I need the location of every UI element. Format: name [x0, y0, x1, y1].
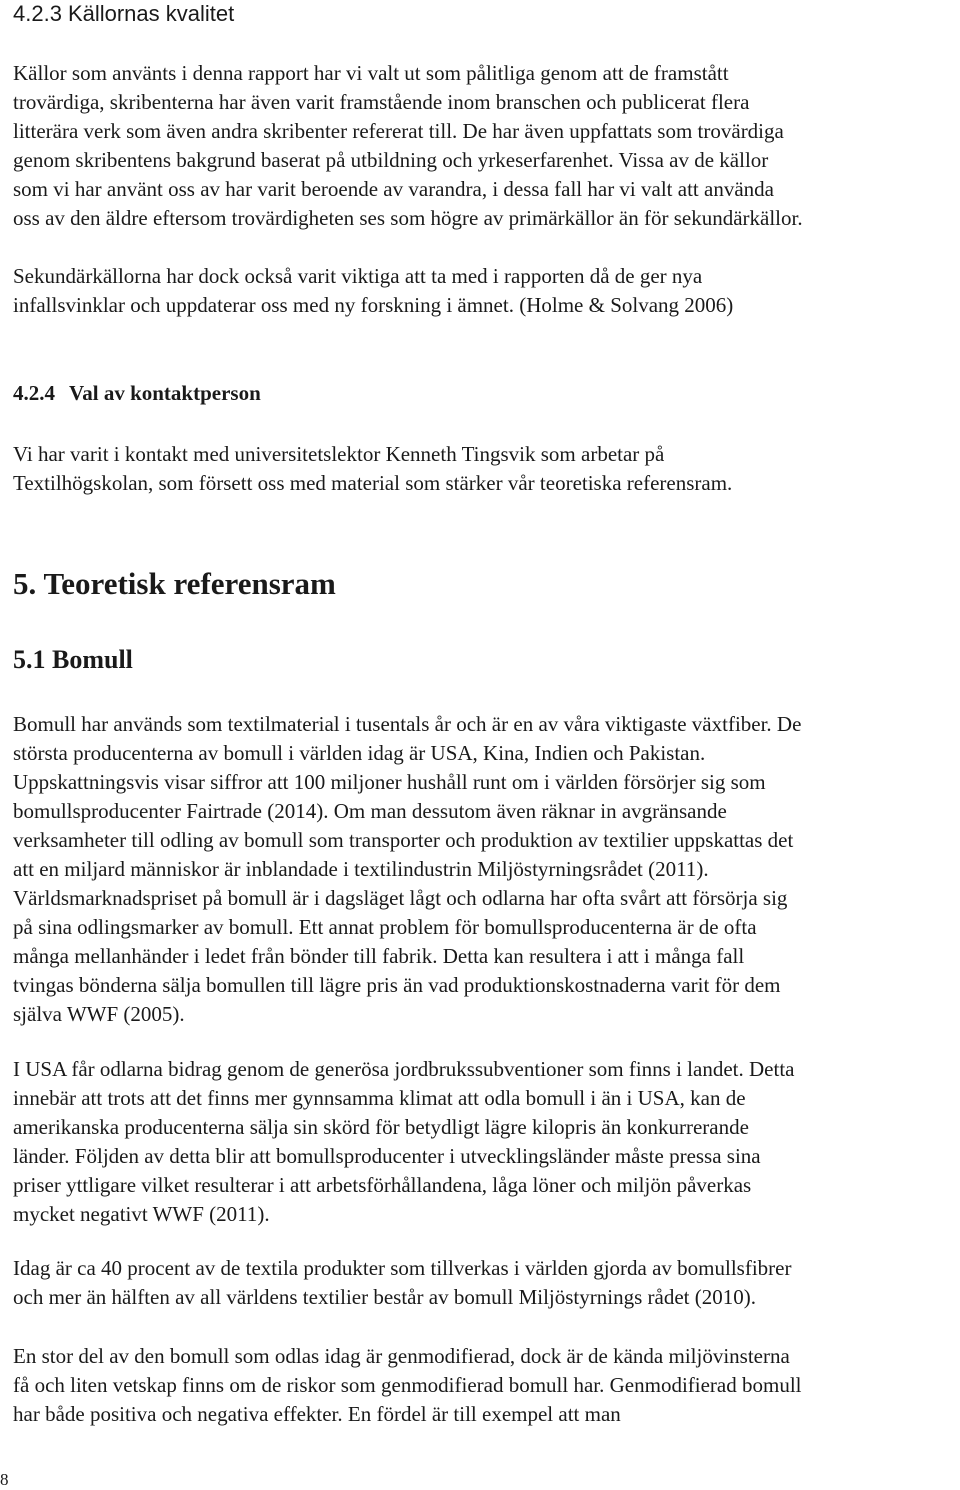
paragraph: Sekundärkällorna har dock också varit viktiga att ta med i rapporten då de ger nya infallsvinklar och uppdaterar oss med ny forskning i ämnet. (Holme & Solvang 2006)	[13, 264, 734, 317]
section-number: 4.2.3	[13, 1, 62, 26]
paragraph: I USA får odlarna bidrag genom de generösa jordbrukssubventioner som finns i landet. Detta innebär att trots att det finns mer gynnsamma klimat att odla bomull i än i USA, kan de amerikanska producenterna sälja sin skörd för betydligt lägre kilopris än konkurrerande länder. Följden av detta blir att bomullsproducenter i utvecklingsländer måste pressa sina priser yttligare vilket resulterar i att arbetsförhållandena, låga löner och miljön påverkas mycket negativt WWF (2011).	[13, 1057, 795, 1226]
page-number: 8	[0, 1470, 9, 1489]
section-title: Val av kontaktperson	[69, 381, 261, 405]
section-number: 4.2.4	[13, 381, 55, 405]
paragraph: Bomull har används som textilmaterial i tusentals år och är en av våra viktigaste växtfiber. De största producenterna av bomull i världen idag är USA, Kina, Indien och Pakistan. Uppskattningsvis visar siffror att 100 miljoner hushåll runt om i världen försörjer sig som bomullsproducenter Fairtrade (2014). Om man dessutom även räknar in avgränsande verksamheter till odling av bomull som transporter och produktion av textilier uppskattas det att en miljard människor är inblandade i textilindustrin Miljöstyrningsrådet (2011). Världsmarknadspriset på bomull är i dagsläget lågt och odlarna har ofta svårt att försörja sig på sina odlingsmarker av bomull. Ett annat problem för bomullsproducenterna är de ofta många mellanhänder i ledet från bönder till fabrik. Detta kan resultera i att i många fall tvingas bönderna sälja bomullen till lägre pris än vad produktionskostnaderna varit för dem själva WWF (2005).	[13, 712, 802, 1026]
chapter-heading: 5. Teoretisk referensram	[13, 566, 336, 601]
section-heading-4-2-4	[13, 380, 261, 406]
section-title: Källornas kvalitet	[67, 1, 235, 26]
paragraph: Idag är ca 40 procent av de textila produkter som tillverkas i världen gjorda av bomullsfibrer och mer än hälften av all världens textilier består av bomull Miljöstyrnings rådet (2010).	[13, 1256, 792, 1309]
paragraph: Källor som använts i denna rapport har vi valt ut som pålitliga genom att de framstått trovärdiga, skribenterna har även varit framstående inom branschen och publicerat flera litterära verk som även andra skribenter refererat till. De har även uppfattats som trovärdiga genom skribentens bakgrund baserat på utbildning och yrkeserfarenhet. Vissa av de källor som vi har använt oss av har varit beroende av varandra, i dessa fall har vi valt att använda oss av den äldre eftersom trovärdigheten ses som högre av primärkällor än för sekundärkällor.	[13, 61, 803, 230]
paragraph: Vi har varit i kontakt med universitetslektor Kenneth Tingsvik som arbetar på Textilhögskolan, som försett oss med material som stärker vår teoretiska referensram.	[13, 442, 733, 495]
section-heading-5-1: 5.1 Bomull	[13, 645, 133, 674]
section-heading-4-2-3	[13, 1, 234, 27]
paragraph: En stor del av den bomull som odlas idag är genmodifierad, dock är de kända miljövinsterna få och liten vetskap finns om de riskor som genmodifierad bomull har. Genmodifierad bomull har både positiva och negativa effekter. En fördel är till exempel att man	[13, 1344, 802, 1426]
